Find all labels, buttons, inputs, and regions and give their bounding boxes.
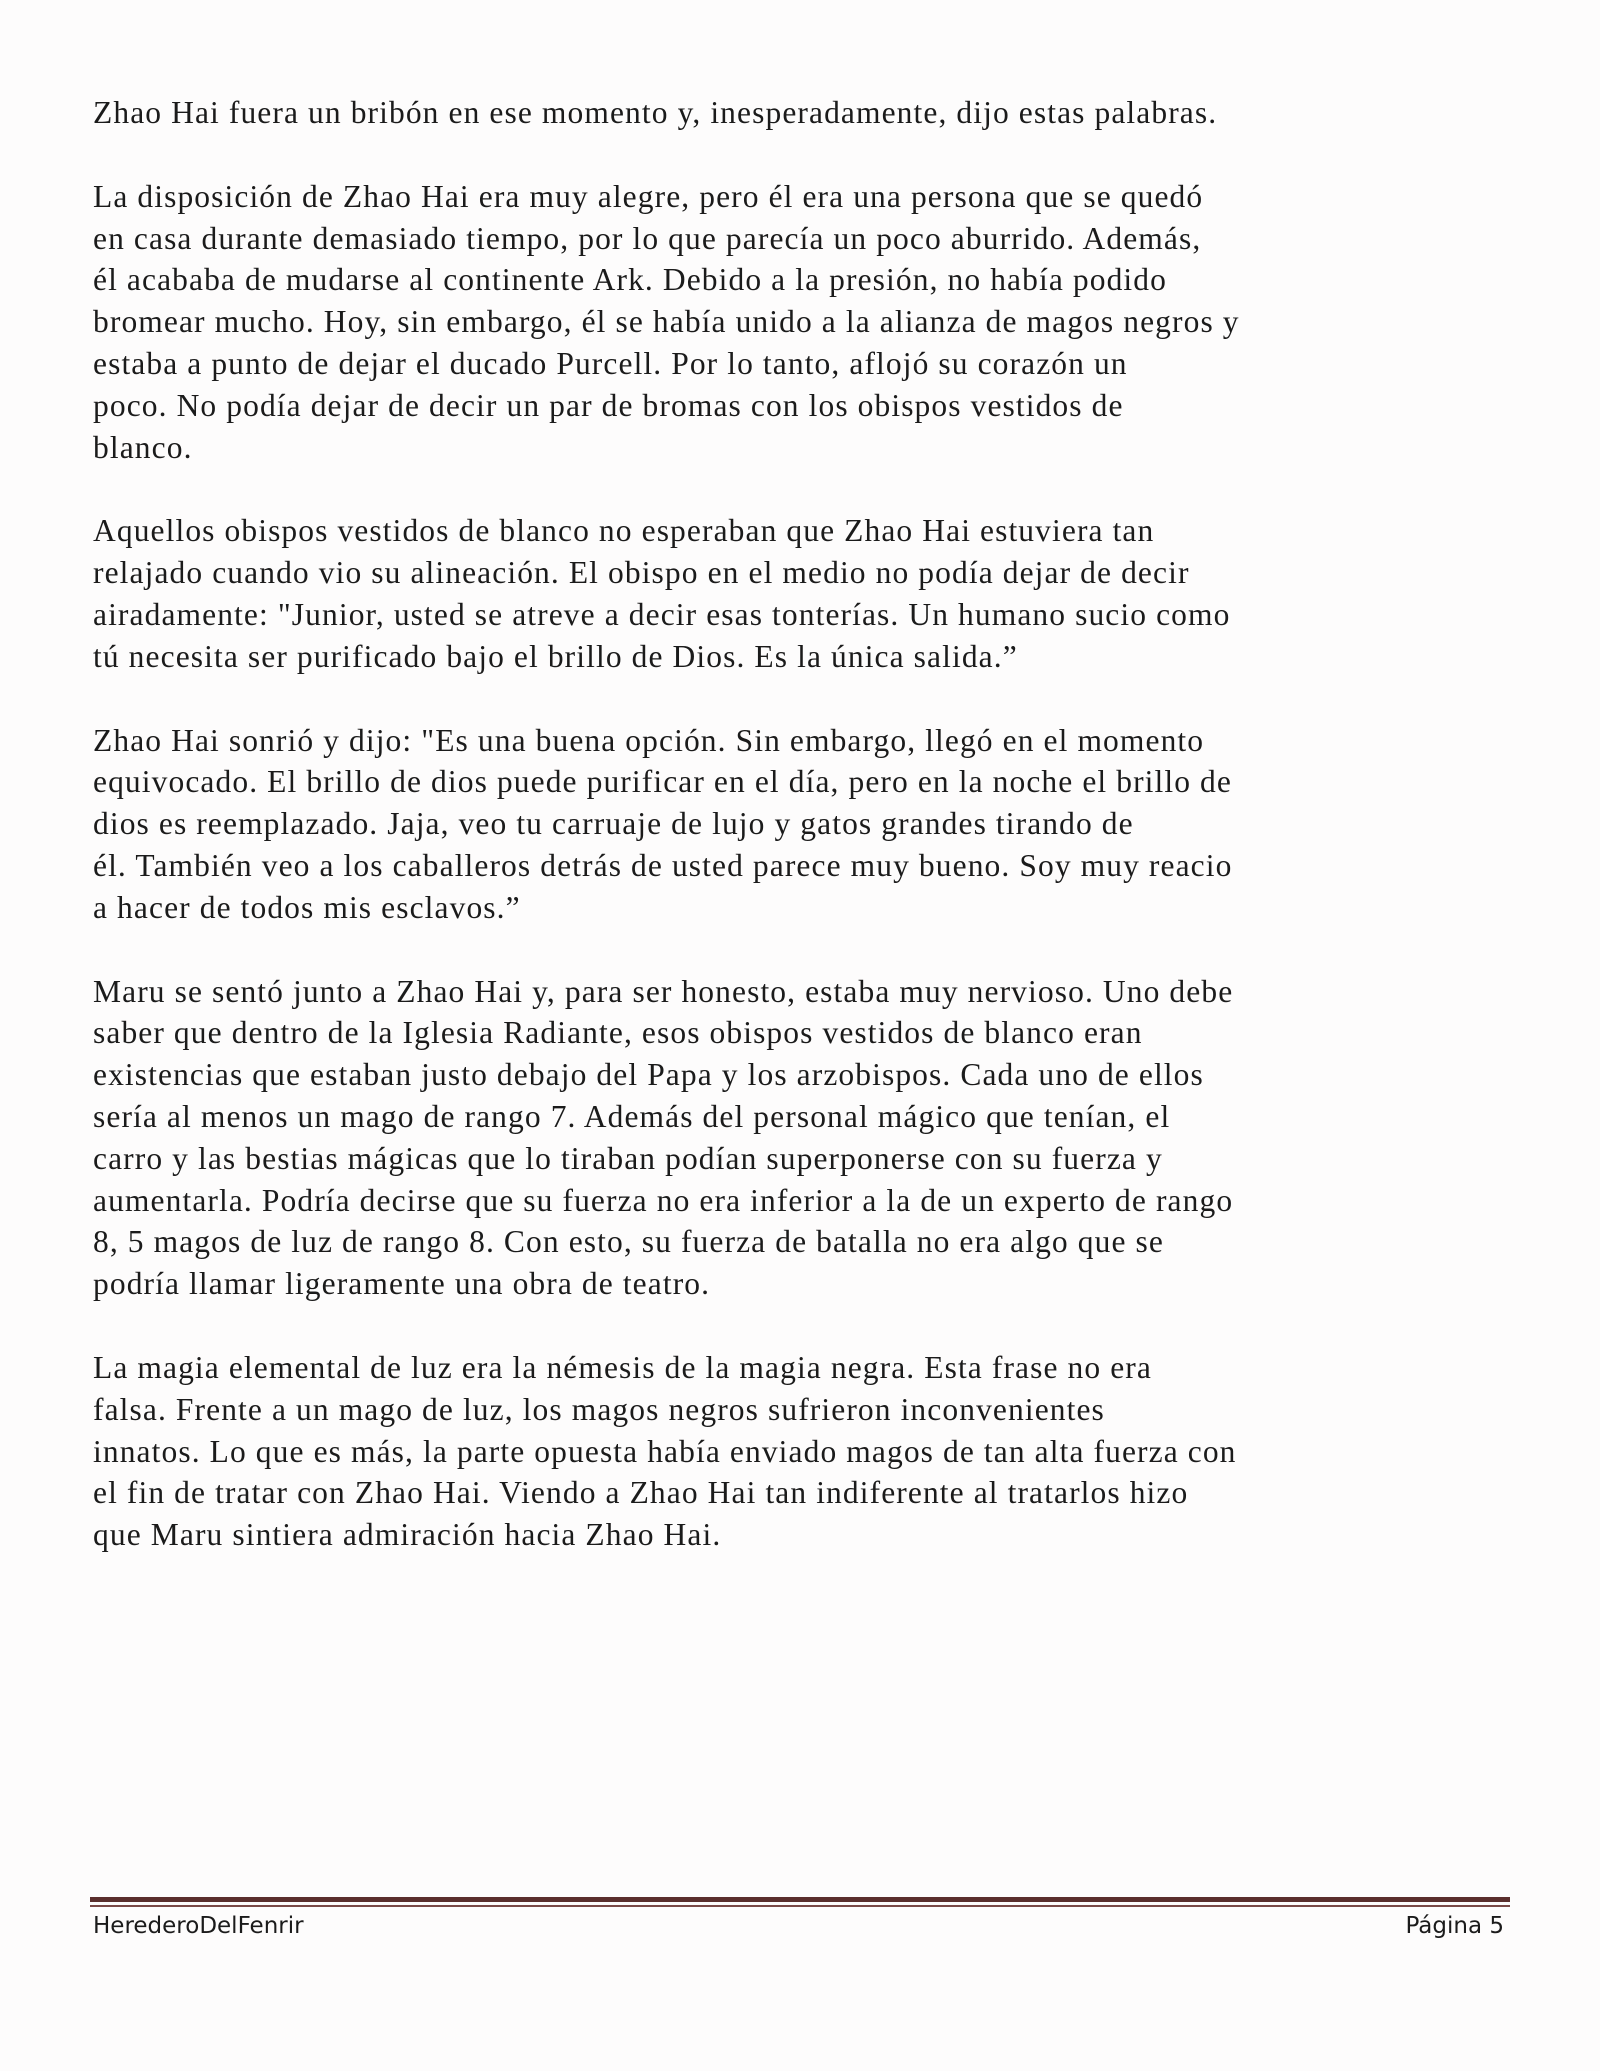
paragraph [93,176,1513,469]
text-line: Aquellos obispos vestidos de blanco no esperaban que Zhao Hai estuviera tan [93,513,1155,549]
text-line: sería al menos un mago de rango 7. Además del personal mágico que tenían, el [93,1098,1171,1134]
body-text [93,92,1513,1598]
text-line: que Maru sintiera admiración hacia Zhao Hai. [93,1517,722,1553]
text-line: saber que dentro de la Iglesia Radiante, esos obispos vestidos de blanco eran [93,1015,1143,1051]
text-line: dios es reemplazado. Jaja, veo tu carruaje de lujo y gatos grandes tirando de [93,806,1134,842]
text-line: existencias que estaban justo debajo del Papa y los arzobispos. Cada uno de ellos [93,1057,1204,1093]
text-line: poco. No podía dejar de decir un par de bromas con los obispos vestidos de [93,387,1124,423]
text-line: aumentarla. Podría decirse que su fuerza no era inferior a la de un experto de rango [93,1182,1234,1218]
text-line: Zhao Hai sonrió y dijo: "Es una buena opción. Sin embargo, llegó en el momento [93,722,1205,758]
text-line: airadamente: "Junior, usted se atreve a decir esas tonterías. Un humano sucio como [93,596,1231,632]
paragraph [93,971,1513,1305]
footer-divider-thick [90,1897,1510,1902]
text-line: La disposición de Zhao Hai era muy alegre, pero él era una persona que se quedó [93,178,1204,214]
text-line: tú necesita ser purificado bajo el brillo de Dios. Es la única salida.” [93,638,1018,674]
text-line: él acababa de mudarse al continente Ark. Debido a la presión, no había podido [93,262,1167,298]
text-line: Maru se sentó junto a Zhao Hai y, para ser honesto, estaba muy nervioso. Uno debe [93,973,1234,1009]
text-line: La magia elemental de luz era la némesis de la magia negra. Esta frase no era [93,1349,1152,1385]
text-line: carro y las bestias mágicas que lo tiraban podían superponerse con su fuerza y [93,1140,1163,1176]
paragraph [93,510,1513,677]
text-line: Zhao Hai fuera un bribón en ese momento y, inesperadamente, dijo estas palabras. [93,95,1218,130]
text-line: en casa durante demasiado tiempo, por lo que parecía un poco aburrido. Además, [93,220,1202,256]
text-line: podría llamar ligeramente una obra de teatro. [93,1266,711,1302]
text-line: innatos. Lo que es más, la parte opuesta había enviado magos de tan alta fuerza con [93,1433,1237,1469]
text-line: a hacer de todos mis esclavos.” [93,889,521,925]
paragraph [93,1347,1513,1556]
paragraph [93,720,1513,929]
footer-divider-thin [90,1905,1510,1907]
text-line: falsa. Frente a un mago de luz, los magos negros sufrieron inconvenientes [93,1391,1105,1427]
footer-divider [90,1897,1510,1907]
text-line: 8, 5 magos de luz de rango 8. Con esto, su fuerza de batalla no era algo que se [93,1224,1164,1260]
paragraph [93,92,1513,134]
page-number: Página 5 [1405,1913,1504,1939]
text-line: blanco. [93,429,193,465]
text-line: equivocado. El brillo de dios puede purificar en el día, pero en la noche el brillo de [93,764,1232,800]
text-line: el fin de tratar con Zhao Hai. Viendo a Zhao Hai tan indiferente al tratarlos hizo [93,1475,1189,1511]
text-line: bromear mucho. Hoy, sin embargo, él se había unido a la alianza de magos negros y [93,304,1240,340]
footer-author: HerederoDelFenrir [93,1913,304,1939]
text-line: estaba a punto de dejar el ducado Purcell. Por lo tanto, aflojó su corazón un [93,345,1128,381]
text-line: él. También veo a los caballeros detrás de usted parece muy bueno. Soy muy reacio [93,847,1233,883]
text-line: relajado cuando vio su alineación. El obispo en el medio no podía dejar de decir [93,555,1190,591]
